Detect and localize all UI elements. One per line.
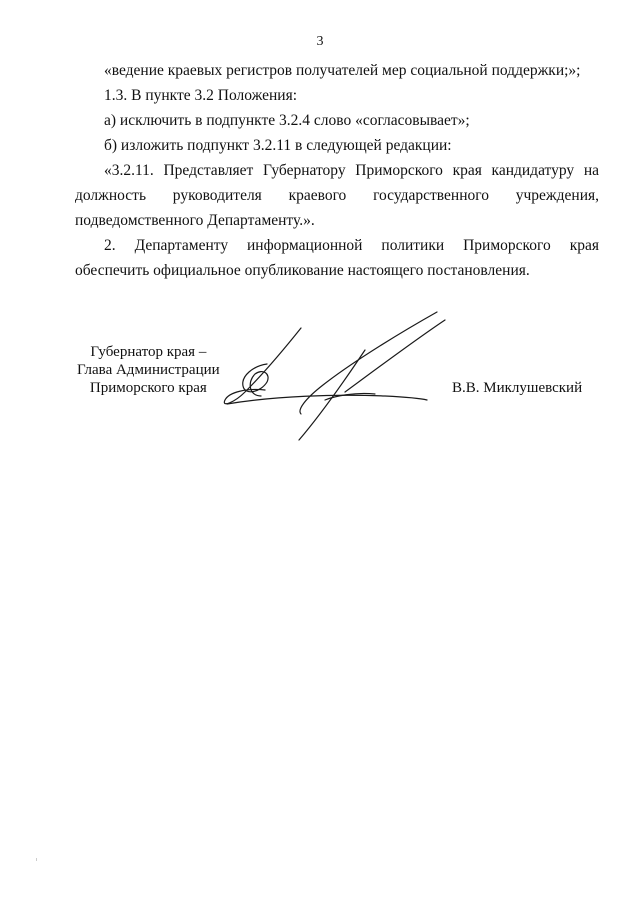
paragraph-item-1-3: 1.3. В пункте 3.2 Положения:: [104, 87, 298, 104]
page-number: 3: [316, 34, 324, 49]
document-body: [75, 58, 599, 283]
signatory-title-line-3: Приморского края: [89, 380, 207, 396]
handwritten-signature: [205, 300, 455, 450]
paragraph-register-item: «ведение краевых регистров получателей мер социальной поддержки;»;: [104, 62, 581, 79]
paragraph-subitem-b: б) изложить подпункт 3.2.11 в следующей редакции:: [104, 137, 452, 154]
signatory-title-line-1: Губернатор края –: [90, 344, 207, 360]
paragraph-item-3-2-11: «3.2.11. Представляет Губернатору Приморского края кандидатуру на должность руководителя краевого государственного учреждения, подведомственного Департаменту.».: [75, 162, 599, 229]
signatory-title: [77, 343, 220, 397]
signatory-title-line-2: Глава Администрации: [77, 362, 220, 378]
paragraph-subitem-a: а) исключить в подпункте 3.2.4 слово «согласовывает»;: [104, 112, 470, 129]
paragraph-item-2-publication: 2. Департаменту информационной политики Приморского края обеспечить официальное опубликование настоящего постановления.: [75, 237, 599, 279]
scan-speck: [36, 858, 37, 861]
signatory-name: В.В. Миклушевский: [452, 380, 583, 396]
